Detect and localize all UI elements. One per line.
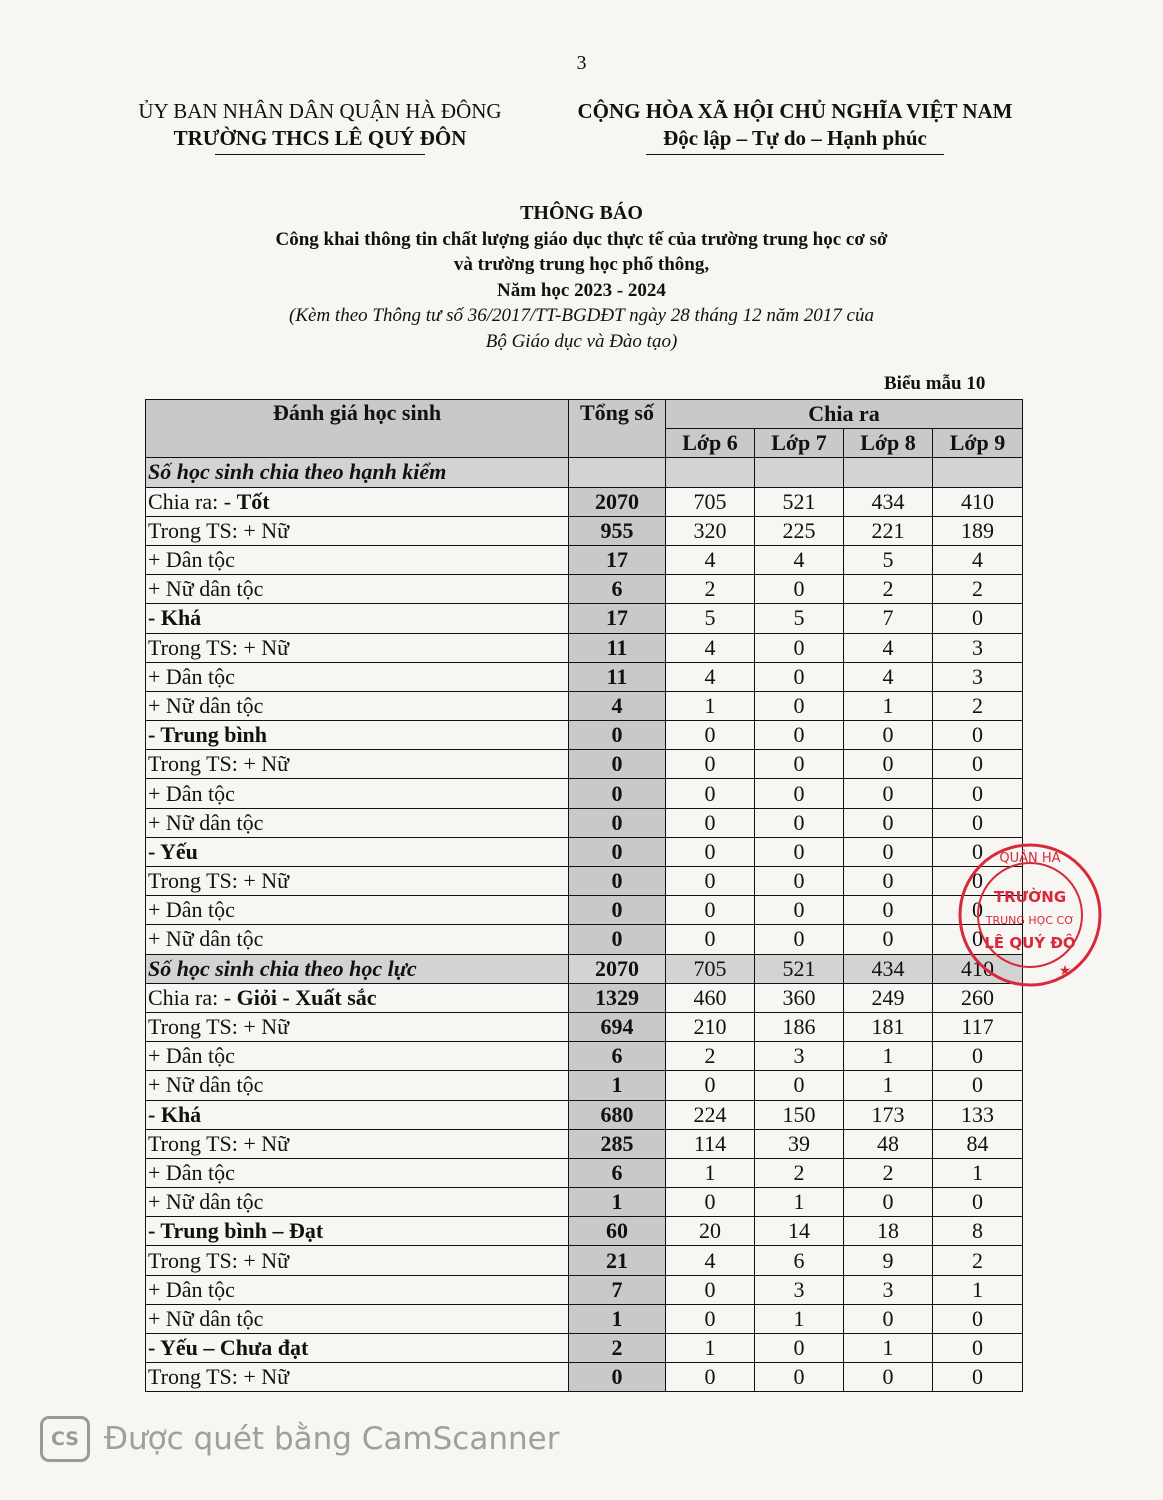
row-grade-7: 3 [755, 1275, 844, 1304]
row-grade-8: 48 [844, 1129, 933, 1158]
row-grade-8: 4 [844, 662, 933, 691]
row-grade-8: 1 [844, 1334, 933, 1363]
row-grade-7: 0 [755, 1363, 844, 1392]
row-label [146, 633, 569, 662]
table-row [146, 954, 1023, 983]
row-grade-7: 6 [755, 1246, 844, 1275]
table-row [146, 1129, 1023, 1158]
row-label-text: + Nữ dân tộc [148, 1305, 264, 1331]
row-grade-9: 1 [933, 1275, 1023, 1304]
header-split: Chia ra [666, 400, 1023, 429]
table-row [146, 896, 1023, 925]
row-grade-8: 3 [844, 1275, 933, 1304]
camscanner-logo-icon: CS [40, 1416, 90, 1462]
row-label [146, 925, 569, 954]
row-grade-6: 0 [666, 867, 755, 896]
row-grade-6: 320 [666, 516, 755, 545]
evaluation-table [145, 399, 1023, 1392]
row-grade-8: 434 [844, 954, 933, 983]
row-label-text: + Dân tộc [148, 1276, 235, 1302]
row-label [146, 1246, 569, 1275]
row-label [146, 1334, 569, 1363]
row-grade-7: 1 [755, 1304, 844, 1333]
row-label [146, 458, 569, 487]
row-grade-6: 5 [666, 604, 755, 633]
row-grade-7: 0 [755, 662, 844, 691]
table-row [146, 1042, 1023, 1071]
row-grade-9: 189 [933, 516, 1023, 545]
row-grade-8: 1 [844, 1042, 933, 1071]
header-grade-7: Lớp 7 [755, 429, 844, 458]
row-label [146, 1012, 569, 1041]
row-total: 0 [569, 808, 666, 837]
row-total: 0 [569, 779, 666, 808]
table-body [146, 400, 1023, 1392]
seal-line-1: TRƯỜNG [993, 888, 1067, 906]
notice-title: THÔNG BÁO [520, 202, 643, 224]
row-label-text: - Khá [148, 605, 202, 631]
row-grade-8: 1 [844, 691, 933, 720]
row-total: 0 [569, 896, 666, 925]
table-row [146, 1188, 1023, 1217]
row-label [146, 954, 569, 983]
row-label [146, 779, 569, 808]
seal-ring-text: QUẬN HÀ [999, 851, 1061, 866]
row-grade-7: 39 [755, 1129, 844, 1158]
row-grade-9: 117 [933, 1012, 1023, 1041]
row-grade-6: 0 [666, 808, 755, 837]
row-label [146, 691, 569, 720]
row-label-text: + Dân tộc [148, 547, 235, 573]
row-grade-9: 1 [933, 1158, 1023, 1187]
row-grade-7: 4 [755, 545, 844, 574]
table-row [146, 1158, 1023, 1187]
row-label [146, 896, 569, 925]
row-grade-9: 0 [933, 1042, 1023, 1071]
row-grade-7: 0 [755, 837, 844, 866]
row-label-text: + Nữ dân tộc [148, 692, 264, 718]
row-label [146, 1275, 569, 1304]
seal-star-icon: ★ [1058, 964, 1072, 979]
table-row [146, 1334, 1023, 1363]
row-grade-7: 1 [755, 1188, 844, 1217]
row-total: 680 [569, 1100, 666, 1129]
scanner-watermark [40, 1416, 559, 1462]
row-grade-6 [666, 458, 755, 487]
table-row [146, 1304, 1023, 1333]
table-row [146, 487, 1023, 516]
header-grade-6: Lớp 6 [666, 429, 755, 458]
row-label-text: - Khá [148, 1101, 202, 1127]
row-grade-9: 84 [933, 1129, 1023, 1158]
row-label-text: - Trung bình – Đạt [148, 1218, 324, 1244]
header-left [110, 98, 530, 155]
row-grade-9: 2 [933, 1246, 1023, 1275]
header-grade-8: Lớp 8 [844, 429, 933, 458]
row-total: 4 [569, 691, 666, 720]
row-label [146, 516, 569, 545]
row-grade-9: 410 [933, 954, 1023, 983]
row-total: 1 [569, 1188, 666, 1217]
row-grade-6: 705 [666, 954, 755, 983]
table-row [146, 925, 1023, 954]
row-grade-8: 173 [844, 1100, 933, 1129]
row-grade-7: 225 [755, 516, 844, 545]
row-label-text: - Yếu – Chưa đạt [148, 1335, 309, 1361]
row-grade-7: 3 [755, 1042, 844, 1071]
row-grade-6: 224 [666, 1100, 755, 1129]
row-grade-8: 0 [844, 867, 933, 896]
row-total: 2 [569, 1334, 666, 1363]
notice-ministry: Bộ Giáo dục và Đào tạo) [485, 330, 678, 352]
page-number: 3 [576, 52, 587, 74]
row-label-text: Trong TS: + Nữ [148, 1247, 290, 1273]
row-total: 6 [569, 575, 666, 604]
row-grade-9: 410 [933, 487, 1023, 516]
row-grade-8: 0 [844, 808, 933, 837]
table-row [146, 1012, 1023, 1041]
row-grade-6: 4 [666, 662, 755, 691]
row-grade-6: 0 [666, 1363, 755, 1392]
row-grade-6: 705 [666, 487, 755, 516]
row-grade-8: 181 [844, 1012, 933, 1041]
table-row [146, 1275, 1023, 1304]
row-total: 955 [569, 516, 666, 545]
row-label [146, 837, 569, 866]
school-seal [955, 840, 1105, 990]
row-grade-9: 3 [933, 662, 1023, 691]
row-total: 0 [569, 750, 666, 779]
row-label-text: Trong TS: + Nữ [148, 1014, 290, 1040]
row-total: 21 [569, 1246, 666, 1275]
row-grade-8: 0 [844, 837, 933, 866]
row-grade-9: 8 [933, 1217, 1023, 1246]
row-grade-9: 2 [933, 575, 1023, 604]
row-grade-6: 1 [666, 1334, 755, 1363]
row-grade-7: 0 [755, 633, 844, 662]
row-grade-6: 1 [666, 691, 755, 720]
row-total: 60 [569, 1217, 666, 1246]
row-total: 0 [569, 837, 666, 866]
row-grade-7 [755, 458, 844, 487]
row-grade-7: 521 [755, 954, 844, 983]
seal-line-2: TRUNG HỌC CƠ [985, 914, 1075, 927]
row-label-text: Trong TS: + Nữ [148, 751, 290, 777]
row-label-text: Trong TS: + Nữ [148, 517, 290, 543]
table-row [146, 633, 1023, 662]
row-label [146, 1042, 569, 1071]
row-total: 2070 [569, 954, 666, 983]
row-total: 1 [569, 1304, 666, 1333]
row-grade-9: 3 [933, 633, 1023, 662]
table-row [146, 750, 1023, 779]
row-label-text: + Dân tộc [148, 897, 235, 923]
table-row [146, 604, 1023, 633]
table-row [146, 1217, 1023, 1246]
motto-underline [646, 154, 944, 155]
row-label [146, 1363, 569, 1392]
row-grade-6: 2 [666, 575, 755, 604]
row-label [146, 721, 569, 750]
row-grade-9: 0 [933, 1304, 1023, 1333]
row-label-text: Trong TS: + Nữ [148, 1130, 290, 1156]
national-motto: Độc lập – Tự do – Hạnh phúc [663, 126, 927, 150]
row-grade-7: 0 [755, 691, 844, 720]
row-grade-9: 0 [933, 925, 1023, 954]
table-row [146, 983, 1023, 1012]
row-label [146, 1188, 569, 1217]
row-grade-9: 0 [933, 1363, 1023, 1392]
row-label-text: - Yếu [148, 838, 198, 864]
row-grade-9: 0 [933, 837, 1023, 866]
table-row [146, 575, 1023, 604]
row-grade-6: 460 [666, 983, 755, 1012]
row-label-text: Trong TS: + Nữ [148, 634, 290, 660]
row-total: 11 [569, 662, 666, 691]
header-right [560, 98, 1030, 155]
row-grade-9: 4 [933, 545, 1023, 574]
table-row [146, 721, 1023, 750]
row-total: 7 [569, 1275, 666, 1304]
row-label-text: + Dân tộc [148, 1159, 235, 1185]
row-grade-7: 0 [755, 867, 844, 896]
row-grade-7: 0 [755, 750, 844, 779]
row-grade-6: 0 [666, 896, 755, 925]
row-grade-8: 7 [844, 604, 933, 633]
row-label-text: + Nữ dân tộc [148, 926, 264, 952]
table-row [146, 545, 1023, 574]
row-total: 694 [569, 1012, 666, 1041]
row-grade-9: 0 [933, 867, 1023, 896]
row-label-text: Trong TS: + Nữ [148, 1364, 290, 1390]
row-label-text: + Dân tộc [148, 663, 235, 689]
table-row [146, 516, 1023, 545]
notice-block [0, 201, 1163, 354]
row-label [146, 1158, 569, 1187]
row-label-text: Chia ra: - [148, 488, 237, 514]
row-grade-6: 210 [666, 1012, 755, 1041]
row-label [146, 1217, 569, 1246]
row-total: 0 [569, 1363, 666, 1392]
notice-reference: (Kèm theo Thông tư số 36/2017/TT-BGDĐT ngày 28 tháng 12 năm 2017 của [289, 305, 874, 326]
row-grade-8: 0 [844, 779, 933, 808]
row-grade-8 [844, 458, 933, 487]
table-row [146, 837, 1023, 866]
row-label [146, 487, 569, 516]
row-grade-7: 0 [755, 925, 844, 954]
row-total: 0 [569, 721, 666, 750]
row-label-text: - Trung bình [148, 722, 268, 748]
row-total: 17 [569, 604, 666, 633]
row-grade-9: 2 [933, 691, 1023, 720]
row-total [569, 458, 666, 487]
row-grade-6: 1 [666, 1158, 755, 1187]
row-grade-7: 186 [755, 1012, 844, 1041]
row-grade-8: 434 [844, 487, 933, 516]
row-grade-8: 1 [844, 1071, 933, 1100]
row-grade-8: 2 [844, 1158, 933, 1187]
row-label-text: + Dân tộc [148, 780, 235, 806]
row-label [146, 808, 569, 837]
row-grade-8: 9 [844, 1246, 933, 1275]
row-total: 1329 [569, 983, 666, 1012]
row-label [146, 867, 569, 896]
row-grade-7: 0 [755, 896, 844, 925]
row-label-text: + Dân tộc [148, 1043, 235, 1069]
row-grade-6: 0 [666, 750, 755, 779]
row-label [146, 983, 569, 1012]
seal-line-3: LÊ QUÝ ĐÔ [984, 934, 1076, 952]
row-grade-7: 150 [755, 1100, 844, 1129]
header-grade-9: Lớp 9 [933, 429, 1023, 458]
row-total: 11 [569, 633, 666, 662]
table-row [146, 691, 1023, 720]
national-title: CỘNG HÒA XÃ HỘI CHỦ NGHĨA VIỆT NAM [577, 99, 1013, 123]
row-label [146, 1071, 569, 1100]
row-label-category: Giỏi - Xuất sắc [236, 984, 377, 1010]
row-grade-9 [933, 458, 1023, 487]
district-committee: ỦY BAN NHÂN DÂN QUẬN HÀ ĐÔNG [138, 99, 502, 123]
row-label-text: Trong TS: + Nữ [148, 868, 290, 894]
row-total: 6 [569, 1042, 666, 1071]
row-grade-8: 0 [844, 925, 933, 954]
row-label [146, 575, 569, 604]
row-label-text: + Nữ dân tộc [148, 1072, 264, 1098]
row-grade-8: 0 [844, 750, 933, 779]
notice-line-2: và trường trung học phổ thông, [453, 254, 710, 275]
row-grade-9: 133 [933, 1100, 1023, 1129]
row-grade-7: 0 [755, 1071, 844, 1100]
table-row [146, 779, 1023, 808]
table-row [146, 808, 1023, 837]
row-grade-6: 0 [666, 837, 755, 866]
row-label [146, 1100, 569, 1129]
row-total: 6 [569, 1158, 666, 1187]
row-grade-9: 0 [933, 721, 1023, 750]
row-grade-9: 0 [933, 750, 1023, 779]
row-grade-6: 0 [666, 1304, 755, 1333]
row-label-text: + Nữ dân tộc [148, 1189, 264, 1215]
row-grade-8: 0 [844, 1304, 933, 1333]
row-grade-8: 0 [844, 896, 933, 925]
notice-line-1: Công khai thông tin chất lượng giáo dục thực tế của trường trung học cơ sở [275, 228, 888, 250]
row-label-text: + Nữ dân tộc [148, 576, 264, 602]
table-row [146, 1246, 1023, 1275]
row-label [146, 662, 569, 691]
row-grade-6: 0 [666, 925, 755, 954]
row-total: 0 [569, 867, 666, 896]
row-grade-8: 0 [844, 1363, 933, 1392]
row-total: 1 [569, 1071, 666, 1100]
row-label [146, 1304, 569, 1333]
row-grade-7: 521 [755, 487, 844, 516]
row-grade-6: 0 [666, 1071, 755, 1100]
table-row [146, 458, 1023, 487]
row-grade-7: 5 [755, 604, 844, 633]
row-grade-7: 0 [755, 779, 844, 808]
row-grade-7: 0 [755, 575, 844, 604]
row-grade-9: 260 [933, 983, 1023, 1012]
row-grade-7: 0 [755, 721, 844, 750]
row-grade-8: 221 [844, 516, 933, 545]
row-grade-8: 18 [844, 1217, 933, 1246]
row-label-text: + Nữ dân tộc [148, 809, 264, 835]
row-grade-8: 249 [844, 983, 933, 1012]
row-label-category: Tốt [236, 488, 270, 514]
row-grade-6: 0 [666, 721, 755, 750]
row-grade-6: 0 [666, 1188, 755, 1217]
row-total: 17 [569, 545, 666, 574]
row-grade-9: 0 [933, 604, 1023, 633]
row-label-text: Số học sinh chia theo học lực [148, 955, 417, 981]
row-grade-6: 0 [666, 779, 755, 808]
row-label-text: Chia ra: - [148, 984, 237, 1010]
row-grade-9: 0 [933, 779, 1023, 808]
table-header-row-1 [146, 400, 1023, 429]
row-grade-8: 0 [844, 1188, 933, 1217]
table-row [146, 662, 1023, 691]
table-row [146, 867, 1023, 896]
row-grade-8: 4 [844, 633, 933, 662]
table-row [146, 1071, 1023, 1100]
row-total: 2070 [569, 487, 666, 516]
row-grade-6: 20 [666, 1217, 755, 1246]
notice-school-year: Năm học 2023 - 2024 [497, 279, 666, 301]
row-grade-9: 0 [933, 1188, 1023, 1217]
row-grade-6: 114 [666, 1129, 755, 1158]
form-label: Biểu mẫu 10 [884, 373, 986, 394]
row-grade-6: 4 [666, 1246, 755, 1275]
school-name: TRƯỜNG THCS LÊ QUÝ ĐÔN [173, 126, 467, 150]
header-total: Tổng số [569, 400, 666, 458]
row-grade-7: 2 [755, 1158, 844, 1187]
row-grade-7: 0 [755, 1334, 844, 1363]
row-grade-6: 4 [666, 633, 755, 662]
row-grade-9: 0 [933, 1334, 1023, 1363]
row-grade-8: 0 [844, 721, 933, 750]
table-row [146, 1100, 1023, 1129]
school-underline [215, 154, 425, 155]
row-grade-6: 4 [666, 545, 755, 574]
header-eval: Đánh giá học sinh [146, 400, 569, 458]
row-label-text: Số học sinh chia theo hạnh kiểm [148, 459, 447, 485]
row-total: 0 [569, 925, 666, 954]
row-grade-8: 5 [844, 545, 933, 574]
row-grade-6: 0 [666, 1275, 755, 1304]
row-total: 285 [569, 1129, 666, 1158]
row-grade-7: 14 [755, 1217, 844, 1246]
row-grade-7: 360 [755, 983, 844, 1012]
row-grade-7: 0 [755, 808, 844, 837]
row-label [146, 545, 569, 574]
table-row [146, 1363, 1023, 1392]
row-grade-9: 0 [933, 896, 1023, 925]
row-label [146, 750, 569, 779]
row-grade-9: 0 [933, 808, 1023, 837]
row-label [146, 604, 569, 633]
watermark-text: Được quét bằng CamScanner [104, 1421, 560, 1457]
row-grade-6: 2 [666, 1042, 755, 1071]
row-grade-8: 2 [844, 575, 933, 604]
row-grade-9: 0 [933, 1071, 1023, 1100]
row-label [146, 1129, 569, 1158]
